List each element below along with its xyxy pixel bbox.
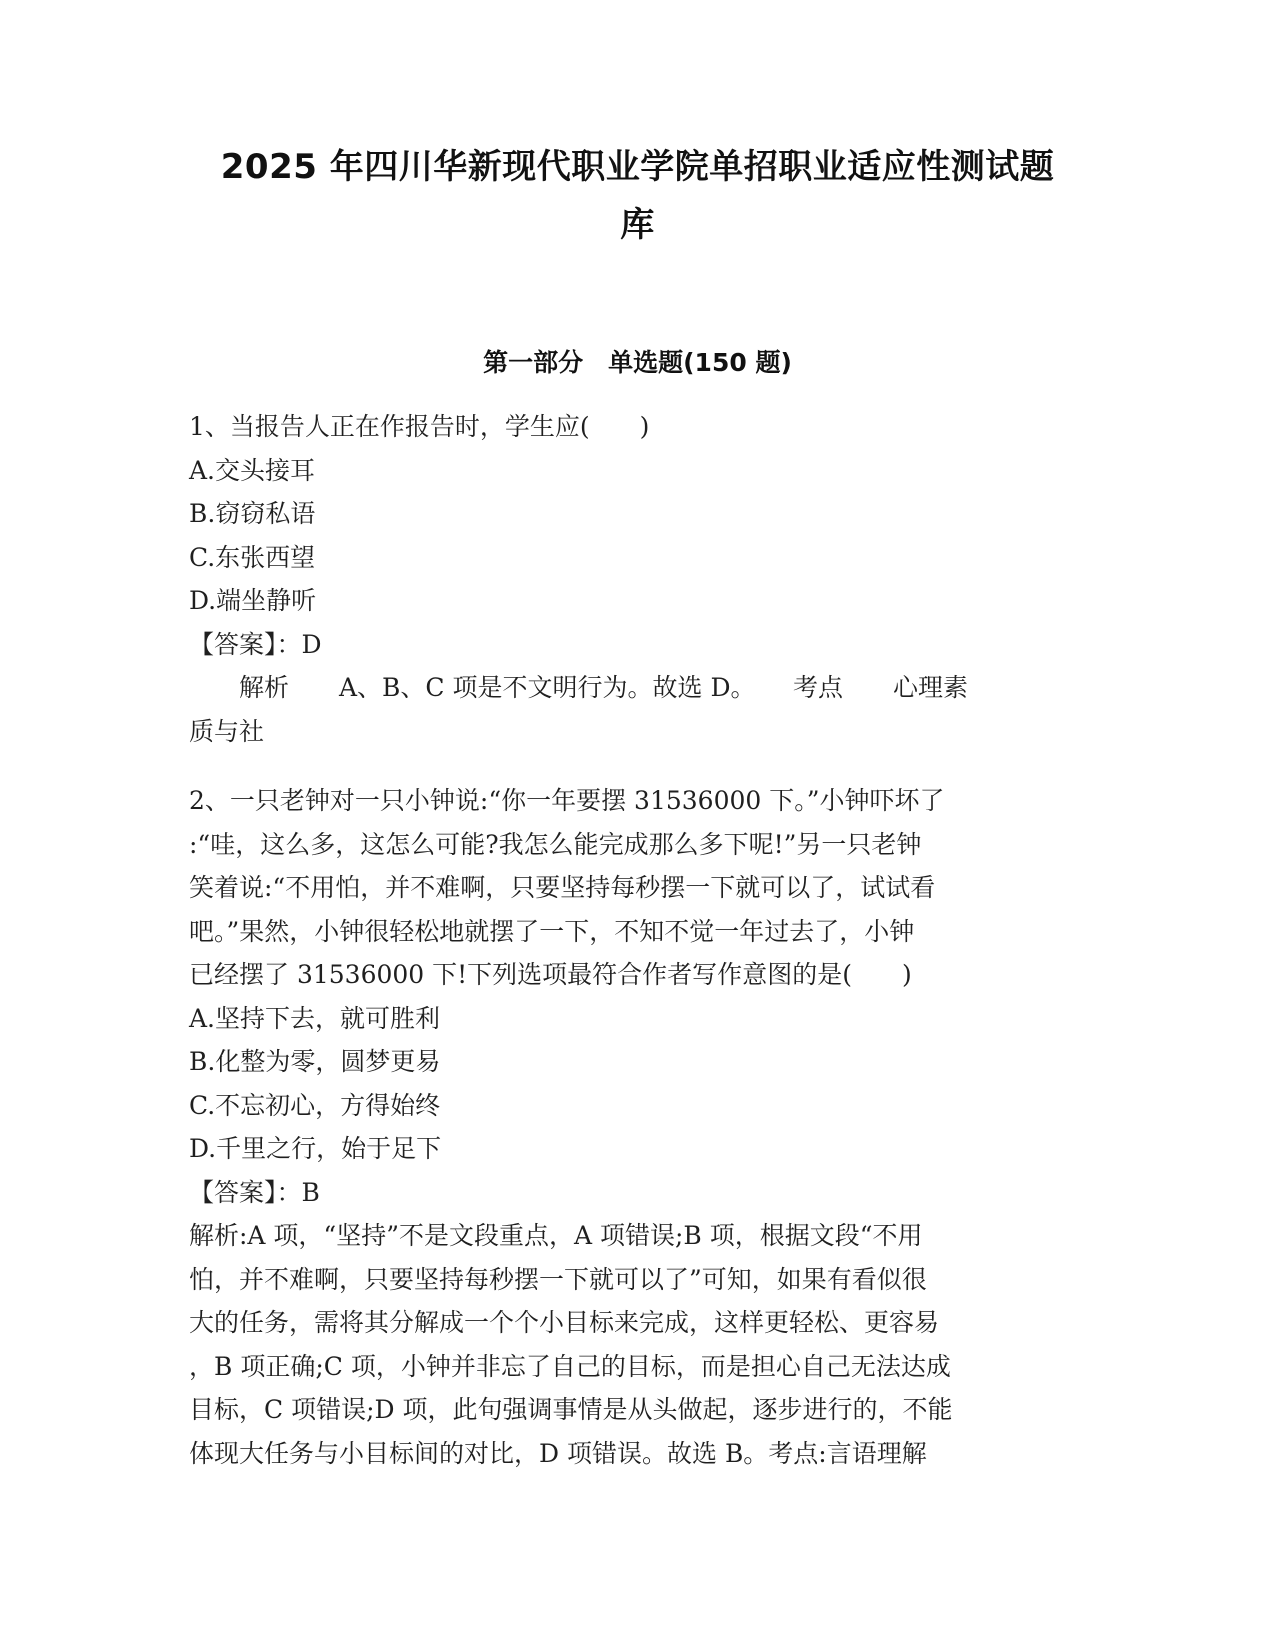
option-b: B.化整为零，圆梦更易: [189, 1047, 441, 1076]
question-block: [189, 405, 1094, 753]
question-block: [189, 779, 1094, 1475]
analysis-line: 目标，C 项错误;D 项，此句强调事情是从头做起，逐步进行的，不能: [189, 1395, 953, 1424]
question-stem: 吧。”果然，小钟很轻松地就摆了一下，不知不觉一年过去了，小钟: [189, 916, 915, 946]
analysis-line: 大的任务，需将其分解成一个个小目标来完成，这样更轻松、更容易: [189, 1308, 940, 1337]
option-a: A.坚持下去，就可胜利: [189, 1003, 441, 1033]
question-stem: 1、当报告人正在作报告时，学生应( ): [189, 412, 650, 441]
option-d: D.千里之行，始于足下: [189, 1134, 442, 1163]
title-line: 2025 年四川华新现代职业学院单招职业适应性测试题: [220, 147, 1055, 187]
analysis-line: 解析:A 项，“坚持”不是文段重点，A 项错误;B 项，根据文段“不用: [189, 1221, 923, 1250]
title-line: 库: [620, 205, 655, 245]
analysis-line: 怕，并不难啊，只要坚持每秒摆一下就可以了”可知，如果有看似很: [189, 1264, 927, 1294]
question-stem: 笑着说:“不用怕，并不难啊，只要坚持每秒摆一下就可以了，试试看: [189, 873, 936, 902]
question-stem: :“哇，这么多，这怎么可能?我怎么能完成那么多下呢!”另一只老钟: [189, 829, 922, 859]
analysis-line: ，B 项正确;C 项，小钟并非忘了自己的目标，而是担心自己无法达成: [189, 1351, 951, 1381]
question-stem: 2、一只老钟对一只小钟说:“你一年要摆 31536000 下。”小钟吓坏了: [189, 786, 945, 815]
answer-line: 【答案】：D: [189, 629, 322, 659]
option-c: C.不忘初心，方得始终: [189, 1090, 441, 1120]
option-d: D.端坐静听: [189, 586, 317, 615]
analysis-line: 质与社: [189, 716, 265, 746]
option-a: A.交头接耳: [189, 455, 316, 485]
answer-line: 【答案】：B: [189, 1177, 320, 1207]
analysis-line: 体现大任务与小目标间的对比，D 项错误。故选 B。考点:言语理解: [189, 1438, 927, 1468]
document-title: [170, 138, 1105, 254]
option-c: C.东张西望: [189, 542, 316, 572]
question-stem: 已经摆了 31536000 下!下列选项最符合作者写作意图的是( ): [189, 960, 912, 989]
section-heading: 第一部分 单选题(150 题): [483, 348, 792, 377]
analysis-line: 解析 A、B、C 项是不文明行为。故选 D。 考点 心理素: [189, 673, 968, 702]
option-b: B.窃窃私语: [189, 499, 316, 528]
